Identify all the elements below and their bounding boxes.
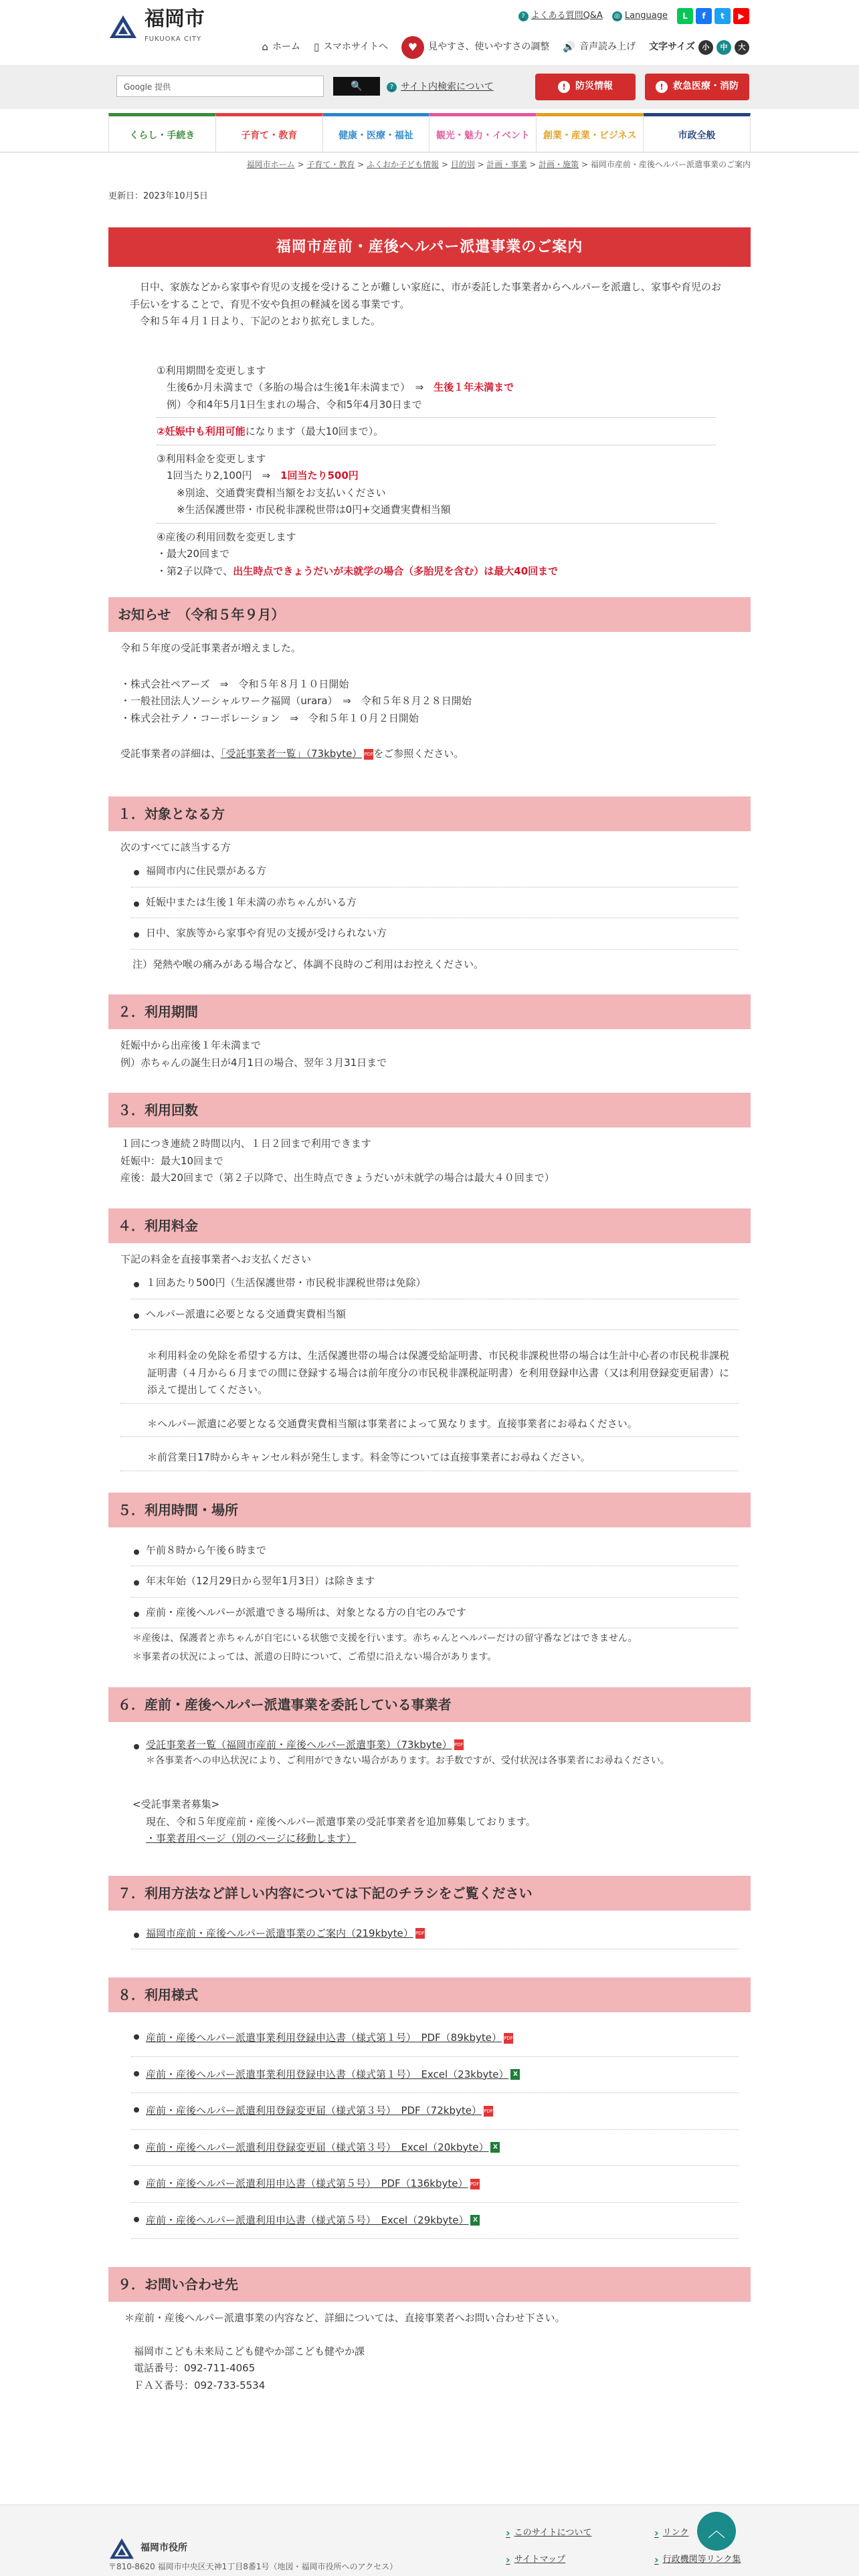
pdf-icon: PDF xyxy=(470,2179,480,2189)
list-item xyxy=(131,2020,739,2057)
pdf-icon: PDF xyxy=(364,749,373,760)
emergency-label: 救急医療・消防 xyxy=(673,81,739,92)
list-item xyxy=(131,2093,739,2130)
list-item xyxy=(131,2057,739,2094)
section4-body xyxy=(108,1243,751,1479)
change-period xyxy=(157,357,716,419)
section1-list xyxy=(120,856,739,950)
nav-item[interactable]: くらし・手続き xyxy=(108,113,216,152)
contact-fax: ＦＡＸ番号：092-733-5534 xyxy=(134,2379,266,2391)
smartphone-link[interactable] xyxy=(314,39,388,56)
change-pregnancy xyxy=(157,418,716,445)
excel-icon: X xyxy=(510,2069,520,2080)
list-item: 午前８時から午後６時まで xyxy=(131,1535,739,1567)
footer-org-name: 福岡市役所 xyxy=(140,2543,187,2554)
section4-lead: 下記の料金を直接事業者へお支払ください xyxy=(120,1253,312,1265)
section9-body xyxy=(108,2302,751,2402)
nav-item[interactable]: 子育て・教育 xyxy=(216,113,323,152)
home-icon: ⌂ xyxy=(262,41,268,53)
form-download-link[interactable]: 産前・産後ヘルパー派遣事業利用登録申込書（様式第１号） PDF（89kbyte） xyxy=(146,2032,502,2044)
excel-icon: X xyxy=(470,2215,480,2226)
home-label: ホーム xyxy=(272,41,300,53)
usability-link[interactable] xyxy=(401,36,549,59)
section2-body xyxy=(108,1029,751,1079)
change-detail xyxy=(157,379,716,397)
section5-note: ＊事業者の状況によっては、派遣の日時について、ご希望に沿えない場合があります。 xyxy=(132,1652,497,1663)
nav-item[interactable]: 市政全般 xyxy=(644,113,751,152)
list-item xyxy=(131,1730,739,1754)
section6-list xyxy=(120,1730,739,1754)
breadcrumb xyxy=(0,152,859,171)
form-download-link[interactable]: 産前・産後ヘルパー派遣利用登録変更届（様式第３号） PDF（72kbyte） xyxy=(146,2105,482,2117)
site-header xyxy=(0,0,859,65)
speaker-icon: 🔊 xyxy=(563,41,576,53)
section2-text: 妊娠中から出産後１年未満まで xyxy=(120,1039,262,1052)
voice-label: 音声読み上げ xyxy=(579,41,636,53)
home-link[interactable] xyxy=(262,39,300,56)
globe-icon: ◎ xyxy=(612,11,622,21)
city-emblem-icon xyxy=(108,14,138,39)
youtube-icon[interactable]: ▶ xyxy=(733,8,749,24)
section4-note: ＊利用料金の免除を希望する方は、生活保護世帯の場合は保護受給証明書、市民税非課税世帯の場合は生計中心者の市民税非課税証明書（４月から６月までの間に登録する場合は前年度分の市民税非課税証明書）を利用登録申込書（又は利用登録変更届書）に添えて提出してください。 xyxy=(120,1344,739,1404)
section4-note: ＊ヘルパー派遣に必要となる交通費実費相当額は事業者によって異なります。直接事業者にお尋ねください。 xyxy=(120,1412,739,1438)
section5-heading: ５．利用時間・場所 xyxy=(108,1493,751,1527)
section3-text: １回につき連続２時間以内、１日２回まで利用できます xyxy=(120,1138,371,1150)
list-item: 福岡市内に住民票がある方 xyxy=(131,856,739,887)
heart-icon: ♥ xyxy=(401,36,424,59)
section8-list xyxy=(120,2020,739,2239)
footer-link-about[interactable]: › このサイトについて xyxy=(506,2524,591,2542)
change-detail: になります（最大10回まで）。 xyxy=(245,425,384,438)
change-detail: ・最大20回まで xyxy=(157,548,230,560)
contact-department: 福岡市こども未来局こども健やか部こども健やか課 xyxy=(134,2345,365,2357)
change-title: ①利用期間を変更します xyxy=(157,364,266,377)
nav-item[interactable]: 観光・魅力・イベント xyxy=(430,113,537,152)
section3-text: 妊娠中：最大10回まで xyxy=(120,1154,224,1167)
notice-heading: お知らせ （令和５年９月） xyxy=(108,597,751,632)
section2-heading: ２．利用期間 xyxy=(108,994,751,1029)
change-note: ※別途、交通費実費相当額をお支払いください xyxy=(177,486,386,499)
section9-note: ＊産前・産後ヘルパー派遣事業の内容など、詳細については、直接事業者へお問い合わせ下さい。 xyxy=(124,2312,565,2325)
change-fee xyxy=(157,445,716,524)
site-search-label: サイト内検索について xyxy=(401,82,494,92)
language-link[interactable] xyxy=(612,9,668,23)
section1-note: 注）発熱や喉の痛みがある場合など、体調不良時のご利用はお控えください。 xyxy=(132,958,484,970)
section8-body xyxy=(108,2012,751,2247)
breadcrumb-link[interactable]: 子育て・教育 xyxy=(306,160,355,169)
sns-links xyxy=(677,8,749,24)
section1-body xyxy=(108,831,751,982)
change-before: ・第2子以降で、 xyxy=(157,564,233,577)
breadcrumb-link[interactable]: ふくおか子ども情報 xyxy=(367,160,440,169)
twitter-icon[interactable]: t xyxy=(714,8,731,24)
contractor-list-link[interactable]: 「受託事業者一覧」（73kbyte） xyxy=(221,748,363,760)
pdf-icon: PDF xyxy=(484,2106,493,2117)
section6-subheading: <受託事業者募集> xyxy=(132,1798,220,1811)
breadcrumb-separator: > xyxy=(579,160,591,169)
emergency-button[interactable] xyxy=(645,74,749,100)
disaster-label: 防災情報 xyxy=(575,81,613,92)
text-size-control xyxy=(649,39,749,56)
change-after: ②妊娠中も利用可能 xyxy=(157,425,246,438)
change-detail xyxy=(157,467,716,485)
section7-body xyxy=(108,1911,751,1958)
list-item xyxy=(131,2130,739,2167)
list-item: 日中、家族等から家事や育児の支援が受けられない方 xyxy=(131,918,739,950)
section7-list xyxy=(120,1919,739,1950)
excel-icon: X xyxy=(490,2142,500,2153)
main-content xyxy=(108,227,751,2402)
language-label: Language xyxy=(624,10,668,21)
list-item: ヘルパー派遣に必要となる交通費実費相当額 xyxy=(131,1299,739,1331)
notice-item: ・株式会社テノ・コーポレーション ⇒ 令和５年１０月２日開始 xyxy=(120,712,419,724)
alert-icon: ! xyxy=(656,81,668,93)
site-logo[interactable] xyxy=(108,9,205,45)
logo-subtext: FUKUOKA CITY xyxy=(145,35,202,43)
usability-label: 見やすさ、使いやすさの調整 xyxy=(427,41,550,53)
search-button[interactable]: 🔍 xyxy=(333,77,380,96)
disaster-info-button[interactable] xyxy=(535,74,636,100)
notice-text: 令和５年度の受託事業者が増えました。 xyxy=(120,642,302,655)
section4-note: ＊前営業日17時からキャンセル料が発生します。料金等については直接事業者にお尋ねください。 xyxy=(120,1445,739,1471)
nav-item[interactable]: 創業・産業・ビジネス xyxy=(537,113,644,152)
breadcrumb-separator: > xyxy=(474,160,487,169)
alert-icon: ! xyxy=(558,81,570,93)
search-bar xyxy=(0,65,859,109)
change-after: 出生時点できょうだいが未就学の場合（多胎児を含む）は最大40回まで xyxy=(233,564,559,577)
footer-link-agencies[interactable]: › 行政機関等リンク集 xyxy=(654,2551,741,2569)
flyer-pdf-link[interactable]: 福岡市産前・産後ヘルパー派遣事業のご案内（219kbyte） xyxy=(146,1927,413,1939)
form-download-link[interactable]: 産前・産後ヘルパー派遣事業利用登録申込書（様式第１号） Excel（23kbyte） xyxy=(146,2068,509,2080)
search-input[interactable]: Google 提供 xyxy=(116,76,324,97)
footer-link-links[interactable]: › リンク xyxy=(654,2524,688,2542)
breadcrumb-link[interactable]: 目的別 xyxy=(450,160,475,169)
breadcrumb-separator: > xyxy=(355,160,367,169)
change-title: ④産後の利用回数を変更します xyxy=(157,530,296,543)
section5-note: ＊産後は、保護者と赤ちゃんが自宅にいる状態で支援を行います。赤ちゃんとヘルパーだけの留守番などはできません。 xyxy=(132,1633,638,1644)
change-after: 生後１年未満まで xyxy=(434,381,514,394)
global-nav xyxy=(0,113,859,152)
section8-heading: ８．利用様式 xyxy=(108,1977,751,2012)
notice-body xyxy=(108,632,751,771)
page-title: 福岡市産前・産後ヘルパー派遣事業のご案内 xyxy=(108,227,751,267)
list-item: １回あたり500円（生活保護世帯・市民税非課税世帯は免除） xyxy=(131,1268,739,1299)
smartphone-icon: ▯ xyxy=(313,41,320,53)
section5-body xyxy=(108,1527,751,1674)
section3-body xyxy=(108,1128,751,1195)
change-after: 1回当たり500円 xyxy=(280,469,359,482)
section2-text: 例）赤ちゃんの誕生日が4月1日の場合、翌年３月31日まで xyxy=(120,1056,387,1069)
section1-heading: １．対象となる方 xyxy=(108,796,751,831)
pdf-icon: PDF xyxy=(504,2033,513,2044)
faq-link[interactable] xyxy=(518,9,603,23)
intro-paragraph: 日中、家族などから家事や育児の支援を受けることが難しい家庭に、市が委託した事業者からヘルパーを派遣し、家事や育児のお手伝いをすることで、育児不安や負担の軽減を図る事業です。 xyxy=(130,281,721,310)
section4-list xyxy=(120,1268,739,1330)
change-count xyxy=(157,524,716,584)
site-search-help-link[interactable] xyxy=(387,80,494,96)
notice-text-b: をご参照ください。 xyxy=(373,748,464,760)
section6-link-row xyxy=(120,1830,739,1848)
city-emblem-icon xyxy=(108,2537,135,2560)
voice-reader-link[interactable] xyxy=(563,39,636,56)
breadcrumb-link[interactable]: 計画・施策 xyxy=(539,160,579,169)
intro xyxy=(108,267,751,584)
breadcrumb-separator: > xyxy=(294,160,307,169)
updated-date: 更新日：2023年10月5日 xyxy=(108,191,208,201)
notice-text-a: 受託事業者の詳細は、 xyxy=(120,748,221,760)
section6-text: 現在、令和５年度産前・産後ヘルパー派遣事業の受託事業者を追加募集しております。 xyxy=(146,1815,536,1828)
section9-heading: ９．お問い合わせ先 xyxy=(108,2267,751,2302)
section5-list xyxy=(120,1535,739,1629)
nav-item[interactable]: 健康・医療・福祉 xyxy=(323,113,430,152)
faq-label: よくある質問Q&A xyxy=(531,10,603,21)
footer-link-sitemap[interactable]: › サイトマップ xyxy=(506,2551,565,2569)
breadcrumb-area xyxy=(0,152,859,179)
section4-heading: ４．利用料金 xyxy=(108,1208,751,1243)
list-item: 妊娠中または生後１年未満の赤ちゃんがいる方 xyxy=(131,887,739,919)
logo-text: 福岡市 xyxy=(145,7,205,31)
text-size-small[interactable]: 小 xyxy=(698,40,713,55)
smartphone-label: スマホサイトへ xyxy=(323,41,388,53)
section3-text: 産後：最大20回まで（第２子以降で、出生時点できょうだいが未就学の場合は最大４０回まで） xyxy=(120,1172,555,1184)
utility-links-top xyxy=(518,8,749,24)
list-item: 産前・産後ヘルパーが派遣できる場所は、対象となる方の自宅のみです xyxy=(131,1598,739,1629)
change-note: ※生活保護世帯・市民税非課税世帯は0円+交通費実費相当額 xyxy=(177,504,451,516)
line-icon[interactable]: L xyxy=(677,8,693,24)
intro-paragraph-2: 令和５年４月１日より、下記のとおり拡充しました。 xyxy=(140,315,381,328)
notice-item: ・一般社団法人ソーシャルワーク福岡（urara） ⇒ 令和５年８月２８日開始 xyxy=(120,695,472,708)
footer-address: 〒810-8620 福岡市中央区天神1丁目8番1号（地図・福岡市役所へのアクセス） xyxy=(108,2562,398,2571)
change-detail xyxy=(157,563,716,580)
list-item xyxy=(131,1919,739,1950)
text-size-large[interactable]: 大 xyxy=(735,40,749,55)
change-example: 例）令和4年5月1日生まれの場合、令和5年4月30日まで xyxy=(167,398,422,411)
section3-heading: ３．利用回数 xyxy=(108,1093,751,1128)
breadcrumb-separator: > xyxy=(527,160,539,169)
breadcrumb-current: 福岡市産前・産後ヘルパー派遣事業のご案内 xyxy=(590,160,751,169)
pdf-icon: PDF xyxy=(415,1928,425,1939)
list-item xyxy=(131,2166,739,2203)
breadcrumb-link[interactable]: 計画・事業 xyxy=(486,160,527,169)
section6-note: ＊各事業者への申込状況により、ご利用ができない場合があります。お手数ですが、受付状況は各事業者にお尋ねください。 xyxy=(146,1755,670,1767)
back-to-top-button[interactable]: ︿ xyxy=(697,2512,736,2551)
change-before: 1回当たり2,100円 ⇒ xyxy=(167,469,281,482)
section6-body xyxy=(108,1722,751,1856)
form-download-link[interactable]: 産前・産後ヘルパー派遣利用登録変更届（様式第３号） Excel（20kbyte） xyxy=(146,2141,489,2153)
pdf-icon: PDF xyxy=(454,1739,464,1750)
change-title: ③利用料金を変更します xyxy=(157,452,266,465)
notice-text xyxy=(120,746,739,763)
utility-links-bottom xyxy=(262,36,749,59)
section7-heading: ７．利用方法など詳しい内容については下記のチラシをご覧ください xyxy=(108,1876,751,1911)
notice-item: ・株式会社ペアーズ ⇒ 令和５年８月１０日開始 xyxy=(120,677,349,690)
facebook-icon[interactable]: f xyxy=(696,8,712,24)
site-footer xyxy=(0,2504,859,2576)
list-item xyxy=(131,2203,739,2240)
question-icon: ? xyxy=(387,82,397,92)
question-icon: ? xyxy=(518,11,529,21)
breadcrumb-separator: > xyxy=(439,160,451,169)
contact-tel: 電話番号：092-711-4065 xyxy=(134,2362,256,2375)
contractor-list-pdf-link[interactable]: 受託事業者一覧（福岡市産前・産後ヘルパー派遣事業）（73kbyte） xyxy=(146,1738,452,1751)
change-before: 生後6か月未満まで（多胎の場合は生後1年未満まで） ⇒ xyxy=(167,381,434,394)
form-download-link[interactable]: 産前・産後ヘルパー派遣利用申込書（様式第５号） PDF（136kbyte） xyxy=(146,2177,468,2190)
text-size-label: 文字サイズ xyxy=(649,41,695,53)
text-size-medium[interactable]: 中 xyxy=(717,40,731,55)
section1-lead: 次のすべてに該当する方 xyxy=(120,841,231,853)
section6-heading: ６．産前・産後ヘルパー派遣事業を委託している事業者 xyxy=(108,1687,751,1722)
contractor-page-link[interactable]: ・事業者用ページ（別のページに移動します） xyxy=(146,1832,357,1845)
form-download-link[interactable]: 産前・産後ヘルパー派遣利用申込書（様式第５号） Excel（29kbyte） xyxy=(146,2214,469,2226)
list-item: 年末年始（12月29日から翌年1月3日）は除きます xyxy=(131,1566,739,1598)
footer-logo xyxy=(108,2537,187,2560)
breadcrumb-link[interactable]: 福岡市ホーム xyxy=(246,160,295,169)
